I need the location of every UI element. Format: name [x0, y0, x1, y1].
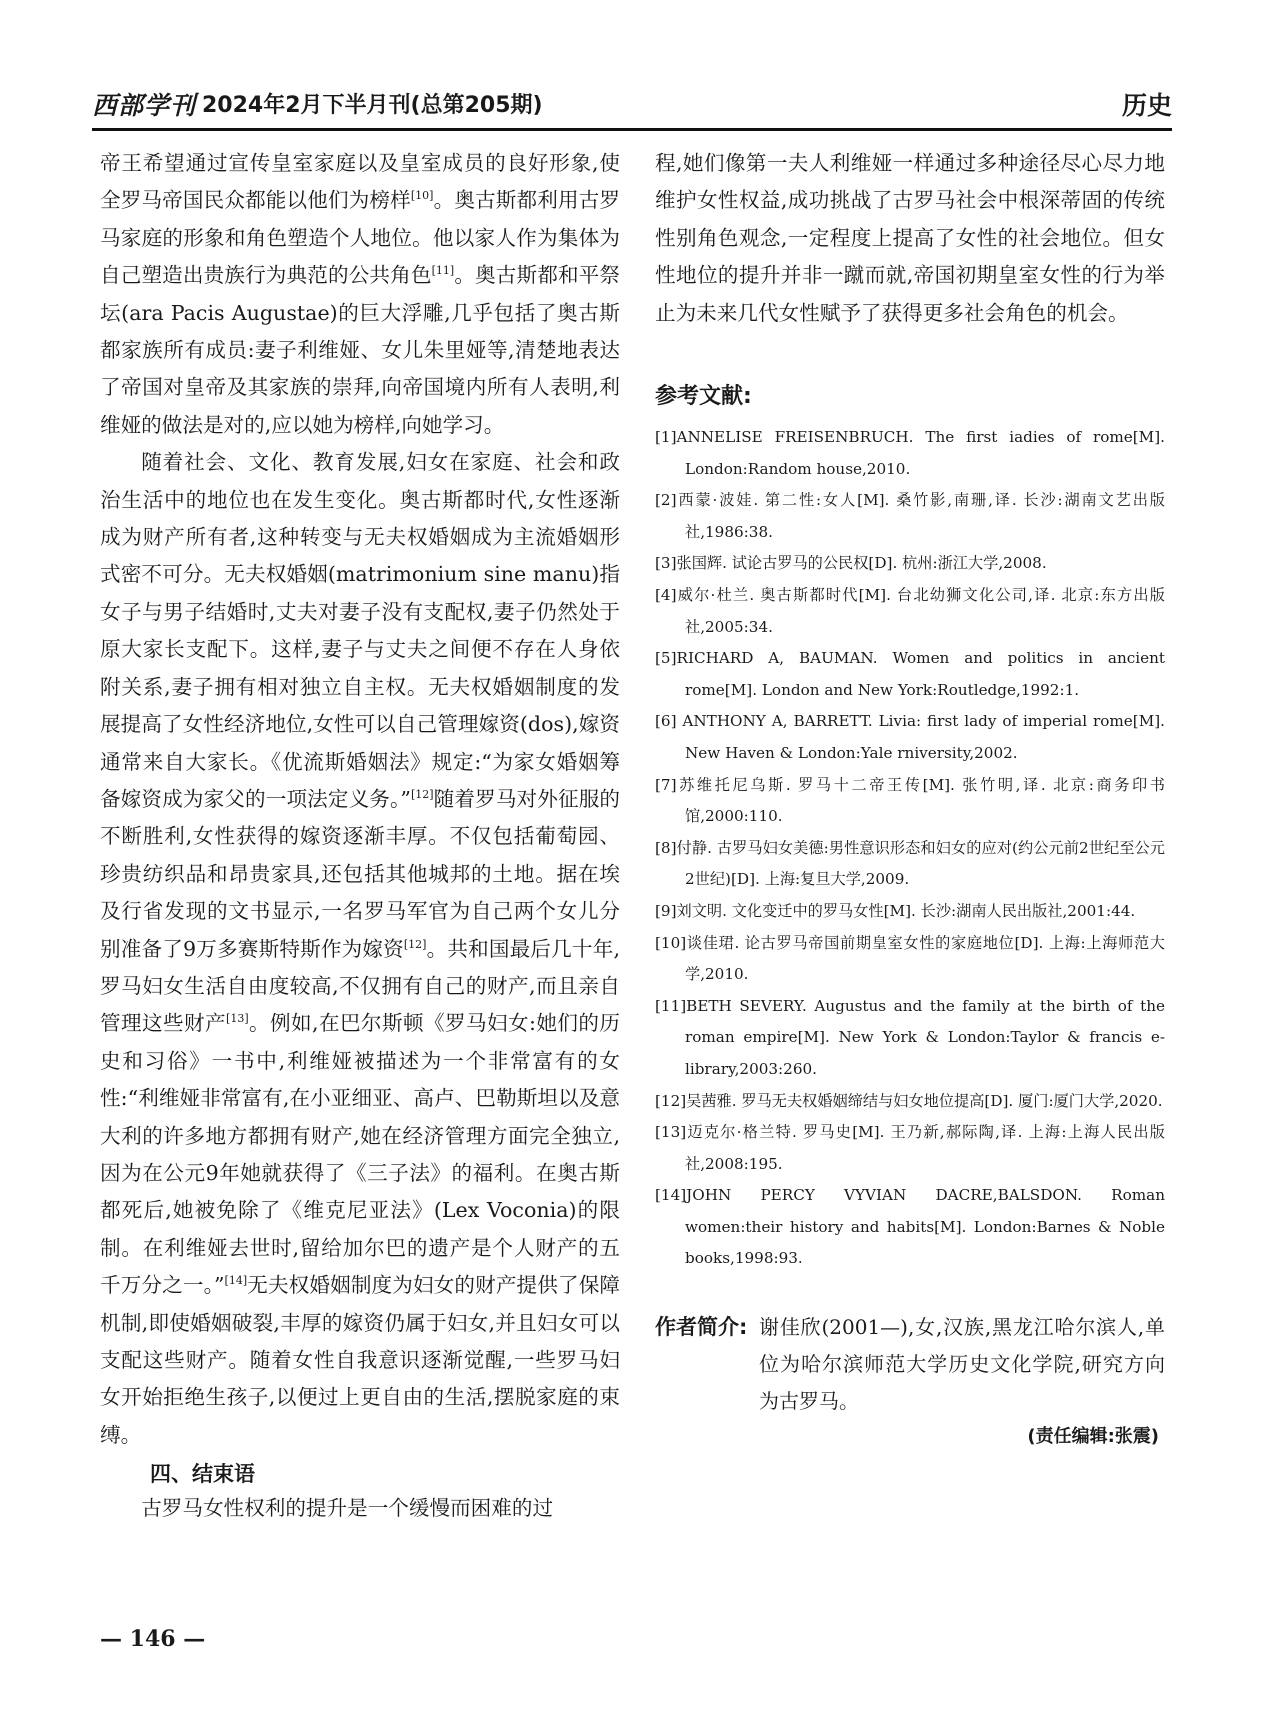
- section-label: 历史: [1121, 91, 1172, 120]
- paragraph-text: 。奥古斯都利用古罗马家庭的形象和角色塑造个人地位。他以家人作为集体为自己塑造出贵族行为典范的公共角色: [100, 188, 621, 288]
- citation-ref: [12]: [403, 937, 427, 951]
- paragraph-continued: 程,她们像第一夫人利维娅一样通过多种途径尽心尽力地维护女性权益,成功挑战了古罗马社会中根深蒂固的传统性别角色观念,一定程度上提高了女性的社会地位。但女性地位的提升并非一蹴而就,帝国初期皇室女性的行为举止为未来几代女性赋予了获得更多社会角色的机会。: [655, 151, 1165, 325]
- author-bio-label: 作者简介:: [655, 1315, 748, 1340]
- reference-item: [3]张国辉. 试论古罗马的公民权[D]. 杭州:浙江大学,2008.: [655, 554, 1047, 573]
- reference-item: [10]谈佳珺. 论古罗马帝国前期皇室女性的家庭地位[D]. 上海:上海师范大学,2010.: [655, 933, 1165, 984]
- paragraph-3: 古罗马女性权利的提升是一个缓慢而困难的过: [141, 1496, 554, 1521]
- journal-logo: 西部学刊: [92, 91, 197, 120]
- paragraph-text: 帝王希望通过宣传皇室家庭以及皇室成员的良好形象,使全罗马帝国民众都能以他们为榜样: [100, 151, 620, 213]
- left-column: [100, 145, 620, 1528]
- paragraph-text: 随着罗马对外征服的不断胜利,女性获得的嫁资逐渐丰厚。不仅包括葡萄园、珍贵纺织品和昂贵家具,还包括其他城邦的土地。据在埃及行省发现的文书显示,一名罗马军官为自己两个女儿分别准备了9万多赛斯特斯作为嫁资: [100, 786, 621, 961]
- author-bio: [655, 1309, 1165, 1420]
- citation-ref: [13]: [226, 1012, 249, 1026]
- paragraph-text: 。例如,在巴尔斯顿《罗马妇女:她们的历史和习俗》一书中,利维娅被描述为一个非常富有的女性:“利维娅非常富有,在小亚细亚、高卢、巴勒斯坦以及意大利的许多地方都拥有财产,她在经济管理方面完全独立,因为在公元9年她就获得了《三子法》的福利。在奥古斯都死后,她被免除了《维克尼亚法》(Lex Voconia)的限制。在利维娅去世时,留给加尔巴的遗产是个人财产的五千万分之一。”: [100, 1011, 621, 1298]
- reference-item: [5]RICHARD A, BAUMAN. Women and politics in ancient rome[M]. London and New York:Routledge,1992:1.: [655, 649, 1165, 699]
- paragraph-text: 无夫权婚姻制度为妇女的财产提供了保障机制,即使婚姻破裂,丰厚的嫁资仍属于妇女,并且妇女可以支配这些财产。随着女性自我意识逐渐觉醒,一些罗马妇女开始拒绝生孩子,以便过上更自由的生活,摆脱家庭的束缚。: [100, 1273, 621, 1447]
- page-header: [92, 84, 1172, 131]
- reference-item: [9]刘文明. 文化变迁中的罗马女性[M]. 长沙:湖南人民出版社,2001:44.: [655, 901, 1136, 920]
- reference-item: [2]西蒙·波娃. 第二性:女人[M]. 桑竹影,南珊,译. 长沙:湖南文艺出版社,1986:38.: [655, 491, 1165, 541]
- paragraph-2: [100, 444, 620, 1454]
- page-number: — 146 —: [100, 1626, 206, 1652]
- paragraph-1: [100, 145, 620, 444]
- reference-item: [7]苏维托尼乌斯. 罗马十二帝王传[M]. 张竹明,译. 北京:商务印书馆,2000:110.: [655, 775, 1165, 826]
- reference-item: [6] ANTHONY A, BARRETT. Livia: first lady of imperial rome[M]. New Haven & London:Yale rniversity,2002.: [655, 712, 1165, 762]
- citation-ref: [11]: [431, 264, 455, 278]
- responsible-editor: (责任编辑:张震): [1027, 1426, 1159, 1448]
- paragraph-text: 。奥古斯都和平祭坛(ara Pacis Augustae)的巨大浮雕,几乎包括了奥古斯都家族所有成员:妻子利维娅、女儿朱里娅等,清楚地表达了帝国对皇帝及其家族的崇拜,向帝国境内所有人表明,利维娅的做法是对的,应以她为榜样,向她学习。: [100, 263, 621, 437]
- issue-info: 2024年2月下半月刊(总第205期): [202, 93, 543, 118]
- citation-ref: [12]: [410, 788, 434, 802]
- paragraph-text: 随着社会、文化、教育发展,妇女在家庭、社会和政治生活中的地位也在发生变化。奥古斯都时代,女性逐渐成为财产所有者,这种转变与无夫权婚姻成为主流婚姻形式密不可分。无夫权婚姻(matrimonium sine manu)指女子与男子结婚时,丈夫对妻子没有支配权,妻子仍然处于原大家长支配下。这样,妻子与丈夫之间便不存在人身依附关系,妻子拥有相对独立自主权。无夫权婚姻制度的发展提高了女性经济地位,女性可以自己管理嫁资(dos),嫁资通常来自大家长。《优流斯婚姻法》规定:“为家女婚姻筹备嫁资成为家父的一项法定义务。”: [100, 450, 620, 811]
- section-heading: 四、结束语: [150, 1462, 255, 1487]
- reference-item: [12]吴茜雅. 罗马无夫权婚姻缔结与妇女地位提高[D]. 厦门:厦门大学,2020.: [655, 1091, 1163, 1110]
- reference-item: [4]威尔·杜兰. 奥古斯都时代[M]. 台北幼狮文化公司,译. 北京:东方出版社,2005:34.: [655, 586, 1165, 636]
- paragraph-text: 。共和国最后几十年,罗马妇女生活自由度较高,不仅拥有自己的财产,而且亲自管理这些财产: [100, 936, 620, 1036]
- right-column: [655, 145, 1165, 1452]
- citation-ref: [14]: [224, 1274, 248, 1288]
- references-heading: 参考文献:: [655, 384, 752, 410]
- reference-list: [655, 422, 1165, 1275]
- reference-item: [14]JOHN PERCY VYVIAN DACRE,BALSDON. Roman women:their history and habits[M]. London:Barnes & Noble books,1998:93.: [655, 1186, 1165, 1268]
- author-bio-text: 谢佳欣(2001—),女,汉族,黑龙江哈尔滨人,单位为哈尔滨师范大学历史文化学院,研究方向为古罗马。: [759, 1315, 1165, 1414]
- reference-item: [1]ANNELISE FREISENBRUCH. The first iadies of rome[M]. London:Random house,2010.: [655, 428, 1165, 478]
- reference-item: [11]BETH SEVERY. Augustus and the family at the birth of the roman empire[M]. New York & London:Taylor & francis e-library,2003:260.: [655, 996, 1165, 1078]
- reference-item: [13]迈克尔·格兰特. 罗马史[M]. 王乃新,郝际陶,译. 上海:上海人民出版社,2008:195.: [655, 1123, 1165, 1173]
- reference-item: [8]付静. 古罗马妇女美德:男性意识形态和妇女的应对(约公元前2世纪至公元2世纪)[D]. 上海:复旦大学,2009.: [655, 838, 1165, 889]
- citation-ref: [10]: [410, 189, 434, 203]
